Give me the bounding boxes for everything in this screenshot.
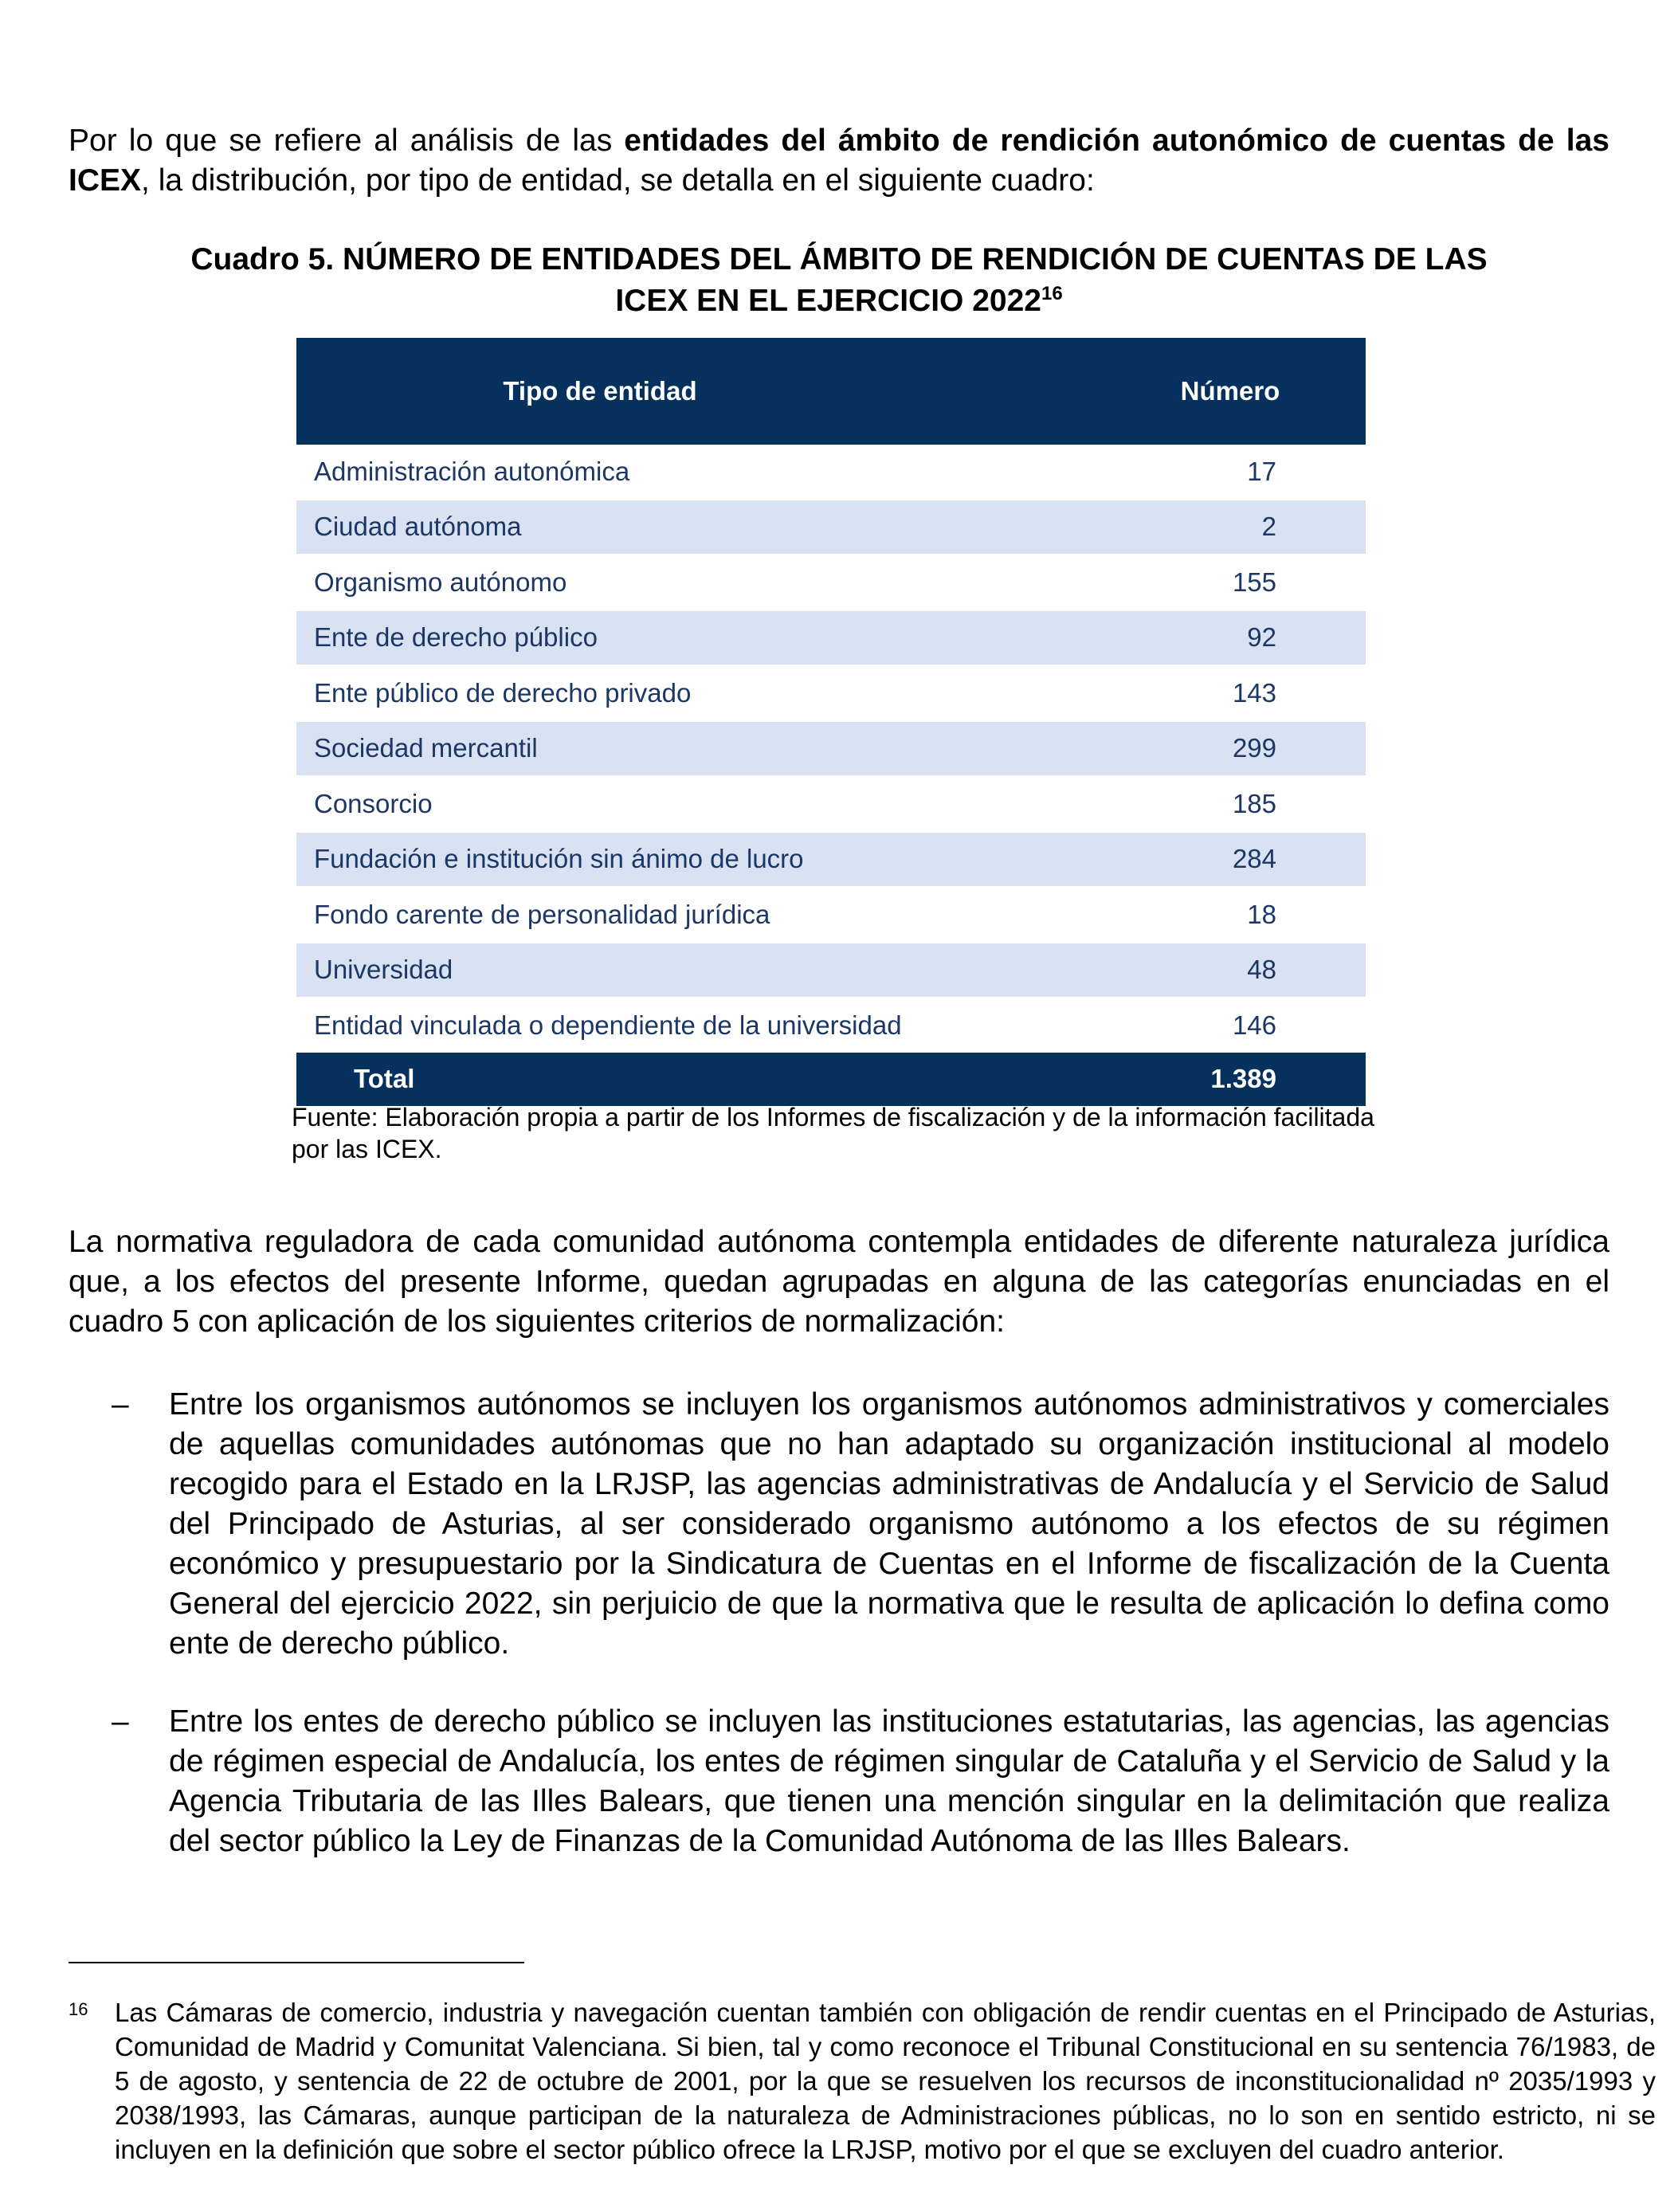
footnote-reference[interactable]: 16 — [1041, 283, 1063, 304]
table-row — [296, 887, 1366, 943]
table-row — [296, 776, 1366, 832]
intro-paragraph — [69, 121, 1609, 201]
cell-tipo: Entidad vinculada o dependiente de la universidad — [296, 998, 1111, 1053]
total-label: Total — [296, 1053, 1111, 1106]
footnote-text: Las Cámaras de comercio, industria y navegación cuentan también con obligación de rendir cuentas en el Principado de Asturias, Comunidad de Madrid y Comunitat Valenciana. Si bien, tal y como reconoce el Tribunal Constitucional en su sentencia 76/1983, de 5 de agosto, y sentencia de 22 de octubre de 2001, por la que se resuelven los recursos de inconstitucionalidad nº 2035/1993 y 2038/1993, las Cámaras, aunque participan de la naturaleza de Administraciones públicas, no lo son en sentido estricto, ni se incluyen en la definición que sobre el sector público ofrece la LRJSP, motivo por el que se excluyen del cuadro anterior. — [115, 1998, 1656, 2164]
footnote-number: 16 — [69, 1999, 88, 2019]
cell-tipo: Ente de derecho público — [296, 610, 1111, 666]
table-row — [296, 610, 1366, 666]
footnote-separator — [69, 1962, 524, 1963]
table-row — [296, 721, 1366, 777]
cell-tipo: Sociedad mercantil — [296, 721, 1111, 777]
table-header-row — [296, 338, 1366, 445]
cell-numero: 92 — [1111, 610, 1366, 666]
cell-numero: 2 — [1111, 500, 1366, 555]
table-row — [296, 555, 1366, 610]
cell-tipo: Fundación e institución sin ánimo de lucro — [296, 832, 1111, 888]
normalization-paragraph: La normativa reguladora de cada comunidad autónoma contempla entidades de diferente naturaleza jurídica que, a los efectos del presente Informe, quedan agrupadas en alguna de las categorías enunciadas en el cuadro 5 con aplicación de los siguientes criterios de normalización: — [69, 1225, 1609, 1339]
cell-tipo: Universidad — [296, 943, 1111, 998]
table-row — [296, 665, 1366, 721]
bullet-dash: – — [112, 1704, 129, 1739]
table-title-line2: ICEX EN EL EJERCICIO 2022 — [615, 284, 1041, 318]
cell-tipo: Administración autonómica — [314, 456, 630, 486]
table-row — [296, 998, 1366, 1053]
table-title — [69, 239, 1609, 322]
cell-numero: 284 — [1111, 832, 1366, 888]
intro-text-post: , la distribución, por tipo de entidad, se detalla en el siguiente cuadro: — [141, 163, 1095, 198]
table-source-note: Fuente: Elaboración propia a partir de los Informes de fiscalización y de la información facilitada por las ICEX. — [292, 1103, 1374, 1163]
table-title-line1: Cuadro 5. NÚMERO DE ENTIDADES DEL ÁMBITO DE RENDICIÓN DE CUENTAS DE LAS — [190, 242, 1488, 276]
table-row — [296, 832, 1366, 888]
bullet-dash: – — [112, 1387, 129, 1422]
cell-numero: 155 — [1111, 555, 1366, 610]
cell-numero: 48 — [1111, 943, 1366, 998]
bullet-text: Entre los organismos autónomos se incluyen los organismos autónomos administrativos y comerciales de aquellas comunidades autónomas que no han adaptado su organización institucional al modelo recogido para el Estado en la LRJSP, las agencias administrativas de Andalucía y el Servicio de Salud del Principado de Asturias, al ser considerado organismo autónomo a los efectos de su régimen económico y presupuestario por la Sindicatura de Cuentas en el Informe de fiscalización de la Cuenta General del ejercicio 2022, sin perjuicio de que la normativa que le resulta de aplicación lo defina como ente de derecho público. — [169, 1387, 1609, 1661]
column-header-tipo: Tipo de entidad — [296, 338, 1111, 445]
intro-text-bold: entidades del ámbito de rendición autonómico de cuentas de las ICEX — [69, 124, 1609, 198]
column-header-numero: Número — [1111, 338, 1366, 445]
table-row — [296, 445, 1366, 500]
cell-numero: 143 — [1111, 665, 1366, 721]
cell-tipo: Organismo autónomo — [296, 555, 1111, 610]
table-row — [296, 500, 1366, 555]
cell-tipo: Consorcio — [296, 776, 1111, 832]
intro-text-pre: Por lo que se refiere al análisis de las — [69, 124, 625, 158]
entities-table — [296, 338, 1366, 1106]
cell-tipo: Fondo carente de personalidad jurídica — [296, 887, 1111, 943]
cell-tipo: Ente público de derecho privado — [296, 665, 1111, 721]
table-total-row — [296, 1053, 1366, 1106]
cell-numero: 146 — [1111, 998, 1366, 1053]
cell-numero: 299 — [1111, 721, 1366, 777]
cell-tipo: Ciudad autónoma — [296, 500, 1111, 555]
cell-numero: 17 — [1247, 456, 1276, 486]
total-value: 1.389 — [1111, 1053, 1366, 1106]
cell-numero: 18 — [1111, 887, 1366, 943]
bullet-text: Entre los entes de derecho público se incluyen las instituciones estatutarias, las agencias, las agencias de régimen especial de Andalucía, los entes de régimen singular de Cataluña y el Servicio de Salud y la Agencia Tributaria de las Illes Balears, que tienen una mención singular en la delimitación que realiza del sector público la Ley de Finanzas de la Comunidad Autónoma de las Illes Balears. — [169, 1704, 1609, 1858]
table-row — [296, 943, 1366, 998]
table-title-line2-wrap — [69, 280, 1609, 322]
cell-numero: 185 — [1111, 776, 1366, 832]
